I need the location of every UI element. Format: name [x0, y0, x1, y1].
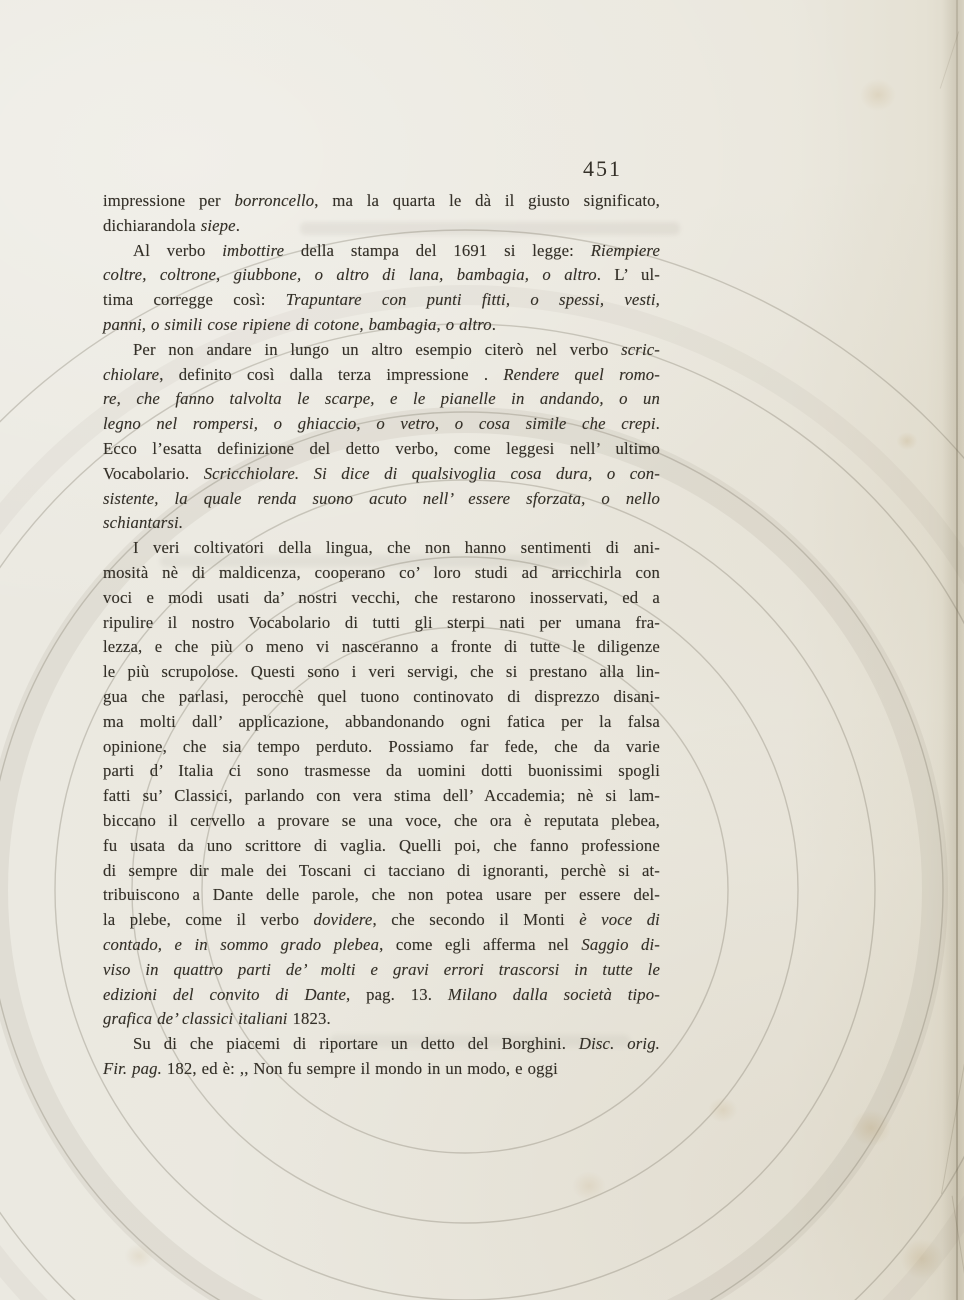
paper-stain [852, 72, 904, 118]
text-line: coltre, coltrone, giubbone, o altro di lana, bambagia, o altro. L’ ul- [103, 265, 660, 285]
text-line: Su di che piacemi di riportare un detto del Borghini. Disc. orig. [133, 1034, 661, 1054]
text-line: sistente, la quale renda suono acuto nell’ essere sforzata, o nello [103, 488, 660, 508]
text-line: ma molti dall’ applicazione, abbandonando ogni fatica per la falsa [103, 711, 660, 731]
paper-crease [940, 31, 959, 88]
text-line: di sempre dir male dei Toscani ci tacciano di ignoranti, perchè si at- [103, 860, 660, 880]
paper-stain [118, 1238, 160, 1274]
text-line: parti d’ Italia ci sono trasmesse da uomini dotti buonissimi spogli [103, 761, 660, 781]
text-line: impressione per borroncello, ma la quarta le dà il giusto significato, [103, 191, 660, 210]
paper-stain [842, 1102, 900, 1154]
text-line: la plebe, come il verbo dovidere, che secondo il Monti è voce di [103, 910, 660, 930]
text-line: mosità nè di maldicenza, cooperano co’ loro studi ad arricchirla con [103, 562, 660, 582]
text-line: ripulire il nostro Vocabolario di tutti gli sterpi nati per umana fra- [103, 612, 660, 632]
text-line: fu usata da uno scrittore di vaglia. Quelli poi, che fanno professione [103, 835, 660, 855]
text-line: fatti su’ Classici, parlando con vera stima dell’ Accademia; nè si lam- [103, 786, 660, 806]
text-line: opinione, che sia tempo perduto. Possiamo far fede, che da varie [103, 736, 660, 756]
text-line: chiolare, definito così dalla terza impressione . Rendere quel romo- [103, 364, 660, 384]
text-line: Vocabolario. Scricchiolare. Si dice di qualsivoglia cosa dura, o con- [103, 463, 660, 483]
text-line: dichiarandola siepe. [103, 215, 241, 235]
text-line: tima corregge così: Trapuntare con punti fitti, o spessi, vesti, [103, 290, 660, 310]
page-right-edge-shadow [942, 0, 964, 1300]
text-line: gua che parlasi, perocchè quel tuono continovato di disprezzo disani- [103, 686, 660, 706]
text-line: schiantarsi. [103, 513, 184, 533]
text-line: re, che fanno talvolta le scarpe, e le pianelle in andando, o un [103, 389, 660, 409]
text-line: legno nel rompersi, o ghiaccio, o vetro, o cosa simile che crepi. [103, 414, 660, 434]
text-line: panni, o simili cose ripiene di cotone, bambagia, o altro. [103, 314, 497, 334]
text-line: Ecco l’esatta definizione del detto verbo, come leggesi nell’ ultimo [103, 438, 660, 458]
text-line: Al verbo imbottire della stampa del 1691 si legge: Riempiere [133, 240, 661, 260]
paper-stain [892, 428, 922, 454]
paper-crease [941, 1046, 964, 1194]
text-line: edizioni del convito di Dante, pag. 13. Milano dalla società tipo- [103, 984, 661, 1004]
text-line: tribuiscono a Dante delle parole, che non potea usare per essere del- [103, 885, 660, 905]
text-line: Per non andare in lungo un altro esempio citerò nel verbo scric- [133, 339, 660, 359]
text-line: le più scrupolose. Questi sono i veri servigi, che si prestano alla lin- [103, 662, 660, 682]
text-line: viso in quattro parti de’ molti e gravi errori trascorsi in tutte le [103, 959, 660, 979]
paper-crease [952, 1196, 964, 1300]
text-line: biccano il cervello a provare se una voce, che ora è reputata plebea, [103, 810, 660, 830]
text-line: grafica de’ classici italiani 1823. [103, 1009, 331, 1029]
page-right-edge-line [956, 0, 958, 1300]
text-line: voci e modi usati da’ nostri vecchi, che restarono inosservati, ed a [103, 587, 660, 607]
paper-stain [565, 1165, 613, 1207]
text-line: I veri coltivatori della lingua, che non hanno sentimenti di ani- [133, 538, 660, 558]
page-number: 451 [583, 156, 622, 181]
text-line: lezza, e che più o meno vi nasceranno a fronte di tutte le diligenze [103, 637, 660, 657]
text-block [103, 189, 660, 1082]
text-line: Fir. pag. 182, ed è: ,, Non fu sempre il mondo in un modo, e oggi [103, 1058, 558, 1078]
text-line: contado, e in sommo grado plebea, come egli afferma nel Saggio di- [103, 934, 660, 954]
paper-stain [892, 1230, 952, 1288]
paper-stain [702, 1092, 744, 1128]
